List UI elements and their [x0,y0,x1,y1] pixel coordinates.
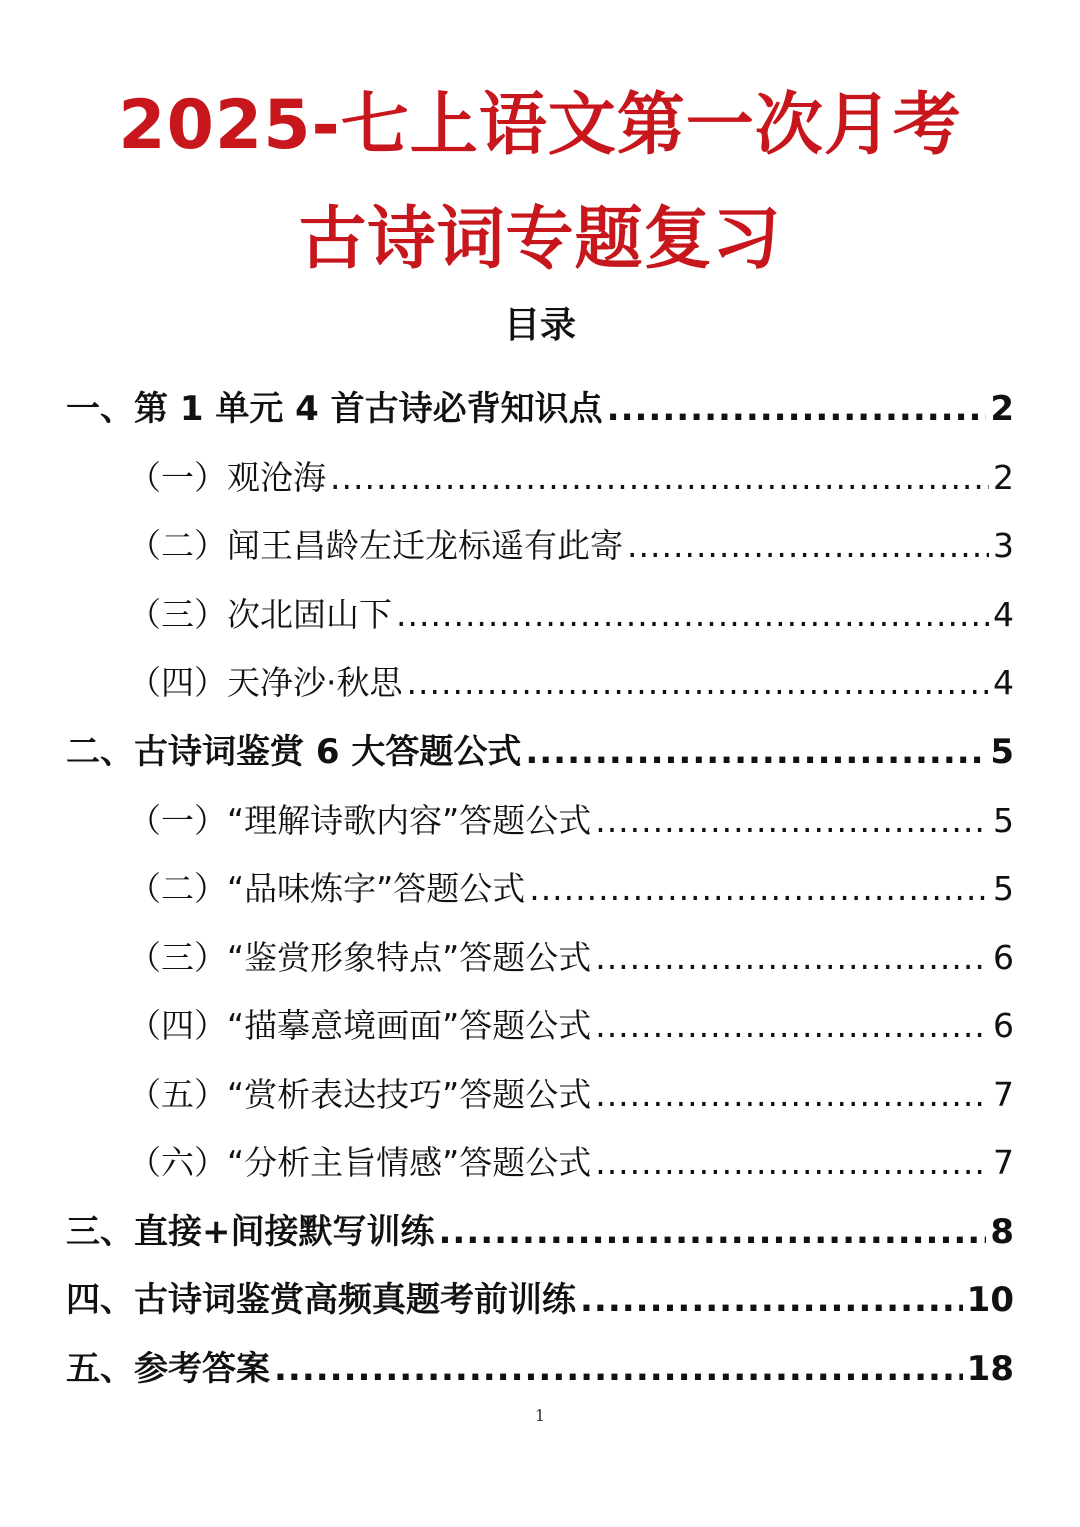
toc-entry-label: （四）“描摹意境画面”答题公式 [128,1006,592,1045]
toc-dot-leader [274,1344,963,1394]
toc-entry-section-1[interactable] [66,384,1014,434]
page-number: 1 [534,1406,546,1425]
toc-entry-2-1[interactable] [128,796,1014,846]
toc-entry-page: 10 [966,1280,1014,1320]
toc-entry-label: （一）观沧海 [128,458,326,497]
toc-entry-2-3[interactable] [128,933,1014,983]
toc-entry-page: 5 [990,732,1014,772]
toc-entry-label: （六）“分析主旨情感”答题公式 [128,1143,592,1182]
toc-entry-section-3[interactable] [66,1207,1014,1257]
toc-entry-label: （五）“赏析表达技巧”答题公式 [128,1075,592,1114]
toc-dot-leader [529,864,989,914]
toc-entry-label: 五、参考答案 [66,1349,270,1389]
toc-entry-label: （三）次北固山下 [128,595,392,634]
toc-entry-page: 3 [993,526,1014,565]
toc-entry-1-1[interactable] [128,453,1014,503]
toc-dot-leader [595,1138,989,1188]
toc-entry-label: 二、古诗词鉴赏 6 大答题公式 [66,732,522,772]
toc-entry-page: 8 [990,1212,1014,1252]
toc-dot-leader [525,727,986,777]
toc-entry-page: 7 [993,1143,1014,1182]
toc-dot-leader [407,658,990,708]
document-title-line-2: 古诗词专题复习 [298,200,782,279]
toc-entry-2-4[interactable] [128,1001,1014,1051]
toc-dot-leader [330,453,989,503]
toc-dot-leader [595,1070,989,1120]
toc-dot-leader [627,521,989,571]
toc-dot-leader [396,590,989,640]
toc-entry-page: 18 [966,1349,1014,1389]
toc-entry-section-2[interactable] [66,727,1014,777]
toc-entry-1-2[interactable] [128,521,1014,571]
toc-entry-page: 7 [993,1075,1014,1114]
toc-dot-leader [595,1001,989,1051]
toc-heading: 目录 [503,305,576,346]
toc-entry-page: 4 [993,663,1014,702]
toc-dot-leader [595,796,989,846]
toc-entry-page: 2 [990,389,1014,429]
toc-entry-page: 5 [993,801,1014,840]
toc-entry-page: 4 [993,595,1014,634]
toc-entry-label: （一）“理解诗歌内容”答题公式 [128,801,592,840]
toc-entry-2-2[interactable] [128,864,1014,914]
toc-entry-2-6[interactable] [128,1138,1014,1188]
document-title-line-1: 2025-七上语文第一次月考 [118,86,962,165]
toc-dot-leader [607,384,987,434]
toc-entry-label: （四）天净沙·秋思 [128,663,403,702]
toc-dot-leader [580,1275,963,1325]
toc-entry-label: （二）闻王昌龄左迁龙标遥有此寄 [128,526,623,565]
toc-entry-label: 四、古诗词鉴赏高频真题考前训练 [66,1280,576,1320]
toc-entry-2-5[interactable] [128,1070,1014,1120]
toc-entry-label: 三、直接+间接默写训练 [66,1212,435,1252]
toc-entry-page: 5 [993,869,1014,908]
toc-entry-1-3[interactable] [128,590,1014,640]
toc-entry-label: （二）“品味炼字”答题公式 [128,869,526,908]
toc-entry-label: （三）“鉴赏形象特点”答题公式 [128,938,592,977]
toc-dot-leader [595,933,989,983]
toc-entry-label: 一、第 1 单元 4 首古诗必背知识点 [66,389,603,429]
toc-entry-page: 2 [993,458,1014,497]
toc-entry-page: 6 [993,1006,1014,1045]
toc-entry-section-4[interactable] [66,1275,1014,1325]
toc-entry-1-4[interactable] [128,658,1014,708]
toc-entry-section-5[interactable] [66,1344,1014,1394]
toc-entry-page: 6 [993,938,1014,977]
toc-dot-leader [439,1207,987,1257]
